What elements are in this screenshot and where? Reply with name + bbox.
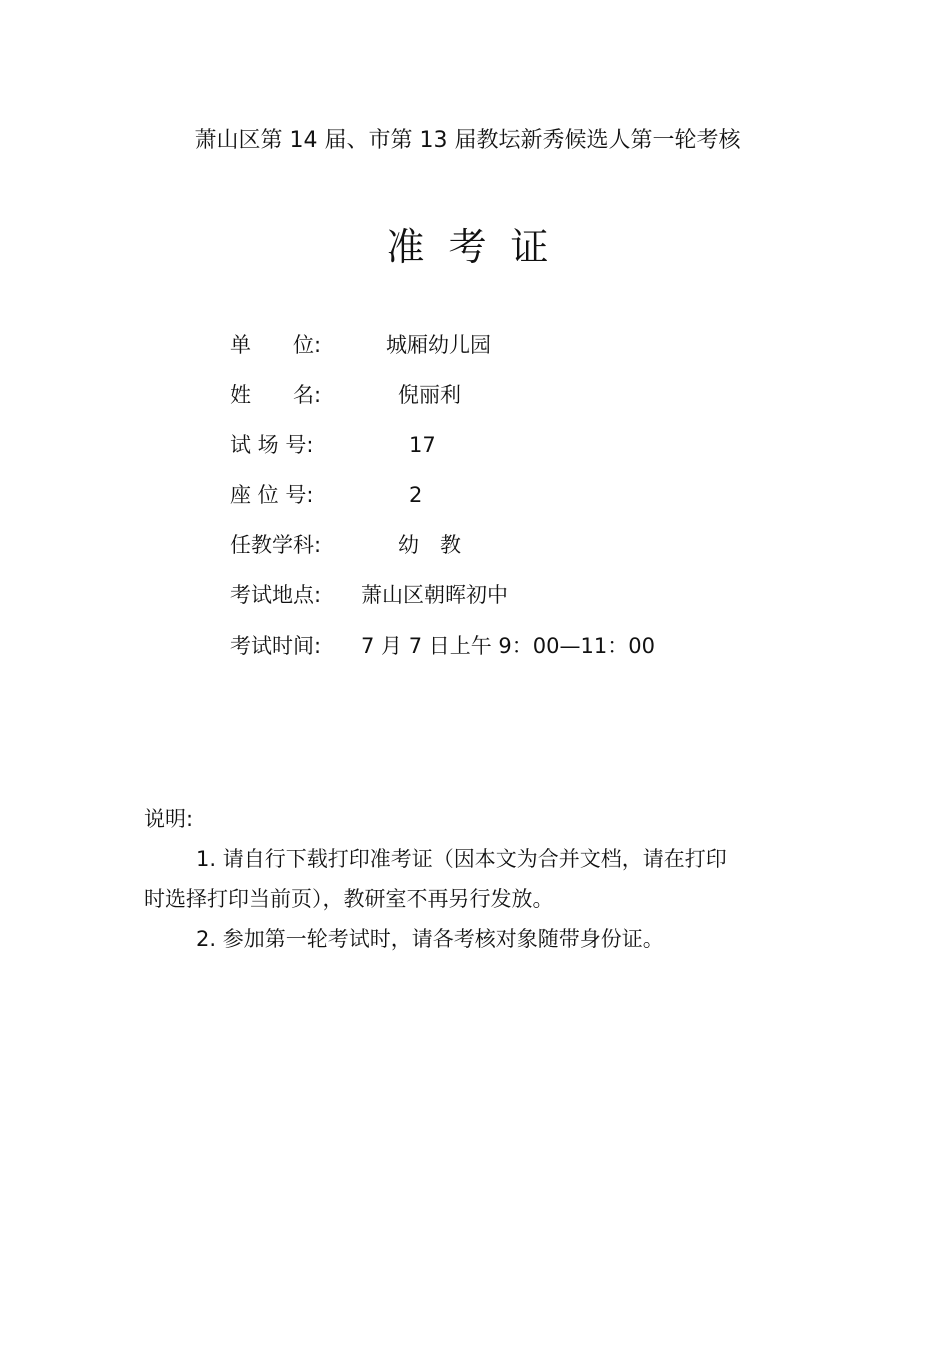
field-label-exam-time: 考试时间:	[230, 634, 322, 658]
exam-subtitle: 萧山区第 14 届、市第 13 届教坛新秀候选人第一轮考核	[194, 128, 741, 153]
field-label-unit: 单 位:	[230, 333, 322, 357]
field-value-exam-time: 7 月 7 日上午 9：00—11：00	[361, 634, 655, 658]
field-value-unit: 城厢幼儿园	[386, 333, 491, 357]
field-value-exam-location: 萧山区朝晖初中	[361, 583, 508, 607]
note-item-2: 2. 参加第一轮考试时，请各考核对象随带身份证。	[196, 927, 664, 951]
note-item-1-line-2: 时选择打印当前页），教研室不再另行发放。	[144, 887, 554, 911]
note-item-1-line-1: 1. 请自行下载打印准考证（因本文为合并文档，请在打印	[196, 847, 727, 871]
notes-heading: 说明:	[144, 807, 194, 831]
field-label-name: 姓 名:	[230, 383, 322, 407]
admission-ticket-title: 准考证	[386, 225, 573, 269]
field-label-seat: 座 位 号:	[230, 483, 314, 507]
field-value-name: 倪丽利	[398, 383, 461, 407]
field-value-exam-room: 17	[409, 433, 436, 457]
field-label-exam-location: 考试地点:	[230, 583, 322, 607]
field-value-subject: 幼 教	[398, 533, 461, 557]
field-label-exam-room: 试 场 号:	[230, 433, 314, 457]
field-value-seat: 2	[409, 483, 423, 507]
field-label-subject: 任教学科:	[230, 533, 322, 557]
